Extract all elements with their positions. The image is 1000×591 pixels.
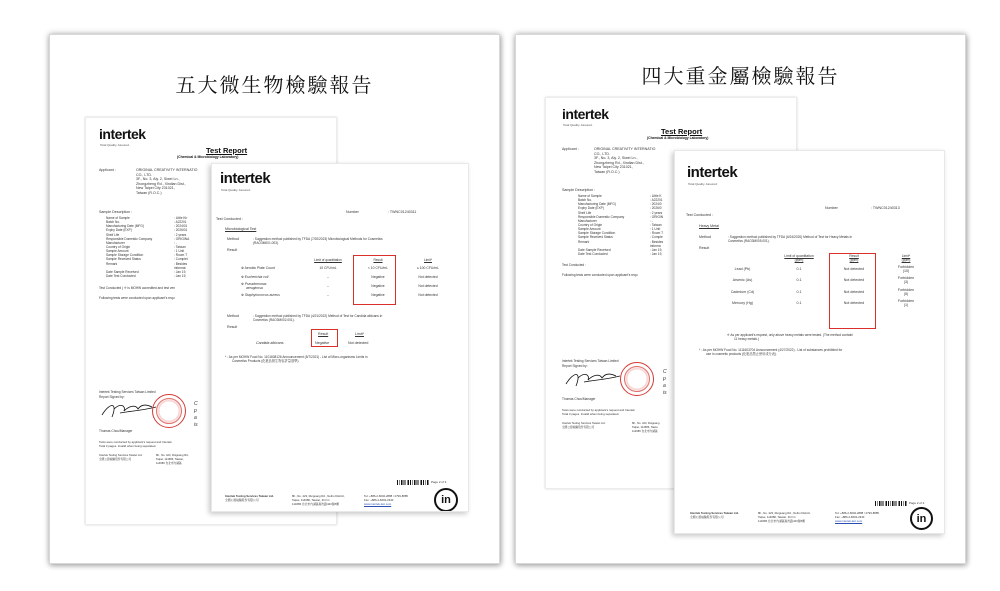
applicant-address: ORIGINAL CREATIVITY INTERNATIO CO., LTD. 3F., No. 3, Aly. 2, Siwei Ln., Zhongzheng Rd., Xindian Dist., New Taipei City 231021, Taiwan (R.O.C.) [594,147,656,174]
signature [100,399,160,421]
following-tests-text: Following tests were conducted upon applicant's requ [562,273,638,277]
footer-left: Intertek Testing Services Taiwan Ltd. 全國公證檢驗股份有限公司 [690,511,739,520]
sample-fields: Name of Sample Batch No. Manufacturing Date (MFG) Expiry Date (EXP) Shelf Life Responsible Domestic Company Manufacturer Country of Origin Sample Amount Sample Storage Condition Sample Received Status Remark Date Sample Received Date Test Conducted [578,194,625,256]
page-number: Page 2 of 3 [431,480,447,484]
section-title: Microbiological Test [225,227,257,231]
back-footer-mid: 8F., No. 423, Ruiguang Rd., Taipei, 114686, Taiwan, 114686 台北市內湖區 [156,454,190,466]
candida-limit: Not detected [348,341,369,345]
report-number: : TWNC01240311 [388,210,417,214]
report-number: : TWNC01240313 [871,206,900,210]
intertek-in-icon: in [910,507,933,530]
report-number-label: Number [825,206,838,210]
report-title: Test Report [206,146,248,155]
limit-2-header: Limit* [355,332,364,336]
footer-left: Intertek Testing Services Taiwan Ltd. 全國公證檢驗股份有限公司 [225,494,274,503]
table-header: Limit of quantitation (ppm) Result (ppm) Limit* (ppm) [784,254,911,262]
table-row: Lead (Pb) 0.1 Not detected Forbidden (10) [734,264,915,273]
right-page-title: 四大重金屬檢驗報告 [641,64,840,88]
footer-right: Tel: +886-2-6602-2888 / 2799-8885 Fax: +886-2-6602-2340 www.intertek-twn.com [364,494,408,507]
footer-mid: 8F., No. 423, Ruiguang Rd., Neihu District, Taipei, 114686, Taiwan, R.O.C. 114686 台北市內湖區瑞光路423號8樓 [758,511,811,524]
sample-description-label: Sample Description : [562,188,596,192]
table-row: ※ Escherichia coli -- Negative Not detected [241,274,438,279]
back-footer-left: Intertek Testing Services Taiwan Ltd. 全國公證檢驗股份有限公司 [562,422,606,430]
table-header: Limit of quantitation Result Limit* [314,257,432,262]
barcode [875,501,907,506]
signature [564,368,624,390]
table-row: ※ Pseudomonas aeruginosa -- Negative Not detected [241,281,438,290]
method-label: Method [699,235,711,239]
sample-fields: Name of Sample Batch No. Manufacturing Date (MFG) Expiry Date (EXP) Shelf Life Responsible Domestic Company Manufacturer Country of Origin Sample Amount Sample Storage Condition Sample Received Status Remark Date Sample Received Date Test Conducted [106,216,153,278]
section-title: Heavy Metal [699,224,719,228]
signer-name: Thomas Chou/Manager [99,429,133,433]
intertek-logo: intertek [220,170,271,187]
stamp-side-text: C p a is [663,369,667,396]
company-name: Intertek Testing Services Taiwan Limited [562,359,619,363]
heavy-metal-result-table [715,253,932,309]
candida-label: Candida albicans [256,341,284,345]
test-conducted-label: Test Conducted : [216,217,243,221]
signer-name: Thomas Chou/Manager [562,397,596,401]
result-label: Result [227,248,238,252]
test-conducted-label: Test Conducted ( ※ is MOHW accredited and test ven [99,286,176,290]
result-highlight-box [353,255,396,305]
result-2-header: Result [318,332,329,336]
right-report-page [515,34,966,564]
company-seal [152,394,186,428]
applicant-address: ORIGINAL CREATIVITY INTERNATIO CO., LTD. 3F., No. 3, Aly. 2, Siwei Ln., Zhongzheng Rd., Xindian Dist., New Taipei City 231021, Taiwan (R.O.C.) [136,168,198,195]
report-signed-label: Report Signed by: [99,395,125,399]
logo-tagline: Total Quality. Assured. [563,123,593,127]
back-footer-mid: 8F., No. 423, Ruiguang Taipei, 114686, Taiwa 114686 台北市內湖區 [632,422,660,434]
company-name: Intertek Testing Services Taiwan Limited [99,390,156,394]
logo-tagline: Total Quality. Assured. [688,182,718,186]
company-seal [620,362,654,396]
method-label: Method [227,237,239,241]
disclaimer-text: Tests were conducted by applicant's request and Intertek Total 3 pages. Invalid when being separated. [99,440,172,449]
report-subtitle: (Chemical & Microbiology Laboratory) [647,136,709,140]
left-report-page [49,34,500,564]
regulation-note: * : As per MOHW Food No. 1101608126 Announcement (5/7/2021) - List of Micro-organisms Limits in Cosmetics Products (化粧品微生物容許量基準). [225,355,368,364]
left-page-title: 五大微生物檢驗報告 [175,73,374,97]
method-2-label: Method [227,314,239,318]
footer-mid: 8F., No. 423, Ruiguang Rd., Neihu District, Taipei, 114686, Taiwan, R.O.C. 114686 台北市內湖區瑞光路423號8樓 [292,494,345,507]
method-2-text: : Suggestion method published by TFDA (4/21/2022) Method of Test for Candida albicans in Cosmetics (RAO3M002.001). [253,314,383,323]
table-row: ※ Staphylococcus aureus -- Negative Not detected [241,292,438,297]
table-row: ※ Aerobic Plate Count 10 CFU/mL < 10 CFU/mL ≤ 100 CFU/mL [241,265,440,270]
report-number-label: Number [346,210,359,214]
back-footer-left: Intertek Testing Services Taiwan Ltd. 全國公證檢驗股份有限公司 [99,454,143,462]
result-2-label: Result [227,325,238,329]
table-row: Arsenic (As) 0.1 Not detected Forbidden (3) [732,276,915,285]
regulation-note: * : As per MOHW Food No. 1111603704 Announcement (4/27/2022) - List of substances prohibited for use in cosmetic products (化粧品禁止使用成分表). [699,348,843,357]
logo-tagline: Total Quality. Assured. [221,188,251,192]
result-highlight-box [829,253,876,329]
test-conducted-label: Test Conducted : [562,263,586,267]
disclaimer-text: Tests were conducted by applicant's request and Intertek Total 3 pages. Invalid when being separated. [562,408,635,417]
report-signed-label: Report Signed by: [562,364,588,368]
report-subtitle: (Chemical & Microbiology Laboratory) [177,155,239,159]
barcode [397,480,429,485]
stamp-side-text: C p a is [194,401,198,428]
result-2-highlight-box [311,329,338,347]
following-tests-text: Following tests were conducted upon applicant's requ [99,296,175,300]
applicant-label: Applicant : [562,147,579,151]
method-text: : Suggestion method published by TFDA (7/20/2023) Microbiological Methods for Cosmetics (RAO3M001.003). [253,237,383,246]
remark-text: ※ As per applicant's request, only above heavy metals were tested. (The method containi 11 heavy metals.) [727,333,853,342]
result-label: Result [699,246,710,250]
intertek-logo: intertek [687,164,738,181]
logo-tagline: Total Quality. Assured. [100,143,130,147]
intertek-in-icon: in [434,488,458,512]
right-front-document [674,150,945,534]
intertek-logo: intertek [562,106,609,122]
applicant-label: Applicant : [99,168,116,172]
table-row: Mercury (Hg) 0.1 Not detected Forbidden (1) [732,299,915,308]
page-number: Page 2 of 3 [909,501,925,505]
table-row: Cadmium (Cd) 0.1 Not detected Forbidden (5) [730,287,915,296]
report-title: Test Report [661,127,703,136]
method-text: : Suggestion method published by TFDA (6/24/2020) Method of Test for Heavy Metals in Cosmetics (RAO3M005.001). [728,235,853,244]
test-conducted-label: Test Conducted : [686,213,713,217]
intertek-logo: intertek [99,126,146,142]
left-front-document [211,163,469,512]
sample-values: : Little Kir : A22201 : 2024/01 : 2026/01 : 2 years : ORIGINA : - : Taiwan : 1 Unit : Room T : Complet : Besides informat : Jan 19, : Jan 19, [174,216,190,278]
sample-description-label: Sample Description : [99,210,133,214]
sample-values: : Little K : A22201 : 2024/0 : 2026/0 : 2 years : ORIGIN : - : Taiwan : 1 Unit : Room T : Comple : Besides informa : Jan 19, : Jan 19, [650,194,664,256]
footer-right: Tel: +886-2-6602-2888 / 2799-8885 Fax: +886-2-6602-2340 www.intertek-twn.com [835,511,879,524]
candida-result: Negative [315,341,330,345]
microbiology-result-table [240,256,454,299]
